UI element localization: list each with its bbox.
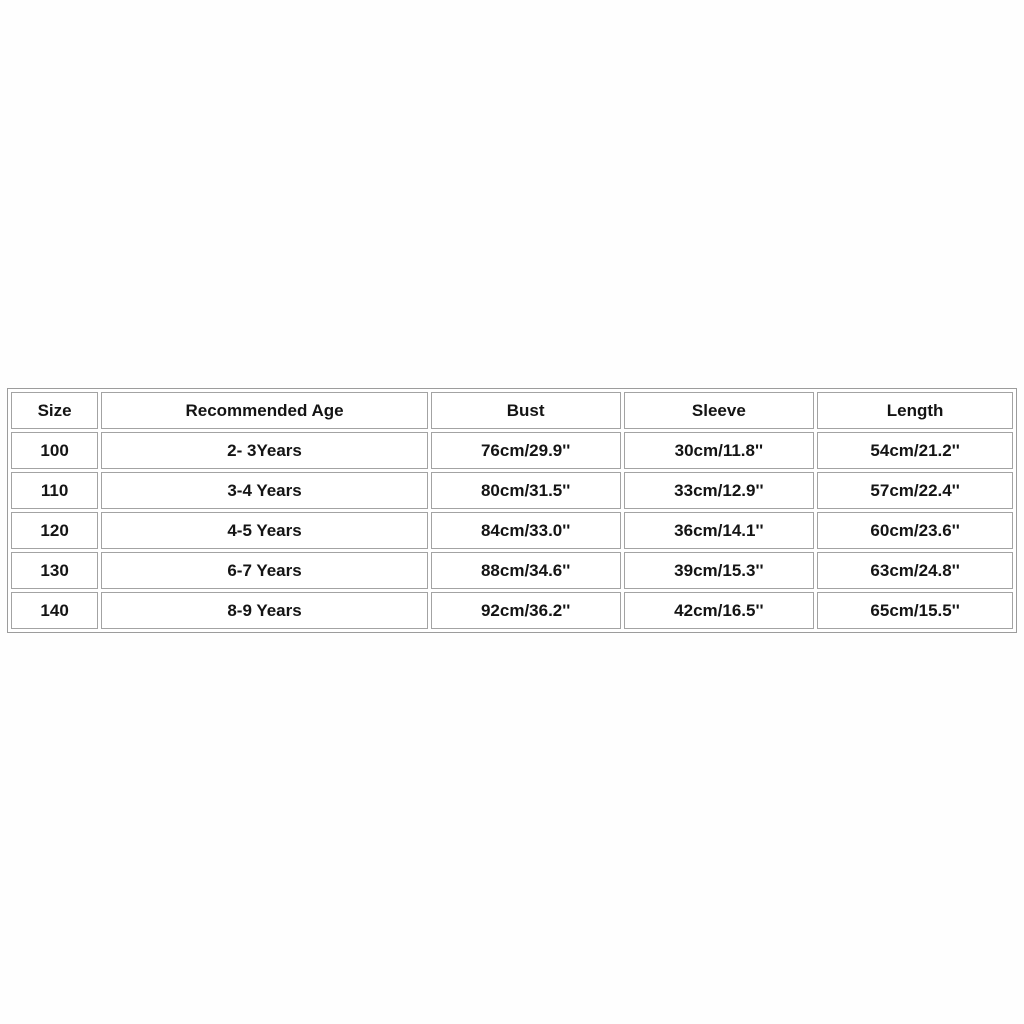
header-cell-sleeve: Sleeve [624,392,815,429]
cell-length: 60cm/23.6'' [817,512,1013,549]
header-row [11,392,1013,429]
cell-length: 57cm/22.4'' [817,472,1013,509]
header-cell-age: Recommended Age [101,392,428,429]
table-row [11,552,1013,589]
cell-bust: 76cm/29.9'' [431,432,621,469]
table-row [11,512,1013,549]
cell-sleeve: 36cm/14.1'' [624,512,815,549]
cell-size: 120 [11,512,98,549]
cell-age: 6-7 Years [101,552,428,589]
cell-length: 65cm/15.5'' [817,592,1013,629]
cell-size: 130 [11,552,98,589]
cell-size: 110 [11,472,98,509]
table-row [11,592,1013,629]
cell-age: 3-4 Years [101,472,428,509]
header-cell-bust: Bust [431,392,621,429]
cell-sleeve: 42cm/16.5'' [624,592,815,629]
cell-sleeve: 30cm/11.8'' [624,432,815,469]
cell-size: 100 [11,432,98,469]
cell-length: 63cm/24.8'' [817,552,1013,589]
cell-age: 2- 3Years [101,432,428,469]
header-cell-length: Length [817,392,1013,429]
size-chart-table [7,388,1017,633]
cell-size: 140 [11,592,98,629]
table-row [11,472,1013,509]
cell-bust: 88cm/34.6'' [431,552,621,589]
cell-bust: 80cm/31.5'' [431,472,621,509]
cell-age: 8-9 Years [101,592,428,629]
cell-bust: 92cm/36.2'' [431,592,621,629]
cell-age: 4-5 Years [101,512,428,549]
table-row [11,432,1013,469]
cell-length: 54cm/21.2'' [817,432,1013,469]
cell-sleeve: 39cm/15.3'' [624,552,815,589]
cell-sleeve: 33cm/12.9'' [624,472,815,509]
cell-bust: 84cm/33.0'' [431,512,621,549]
header-cell-size: Size [11,392,98,429]
